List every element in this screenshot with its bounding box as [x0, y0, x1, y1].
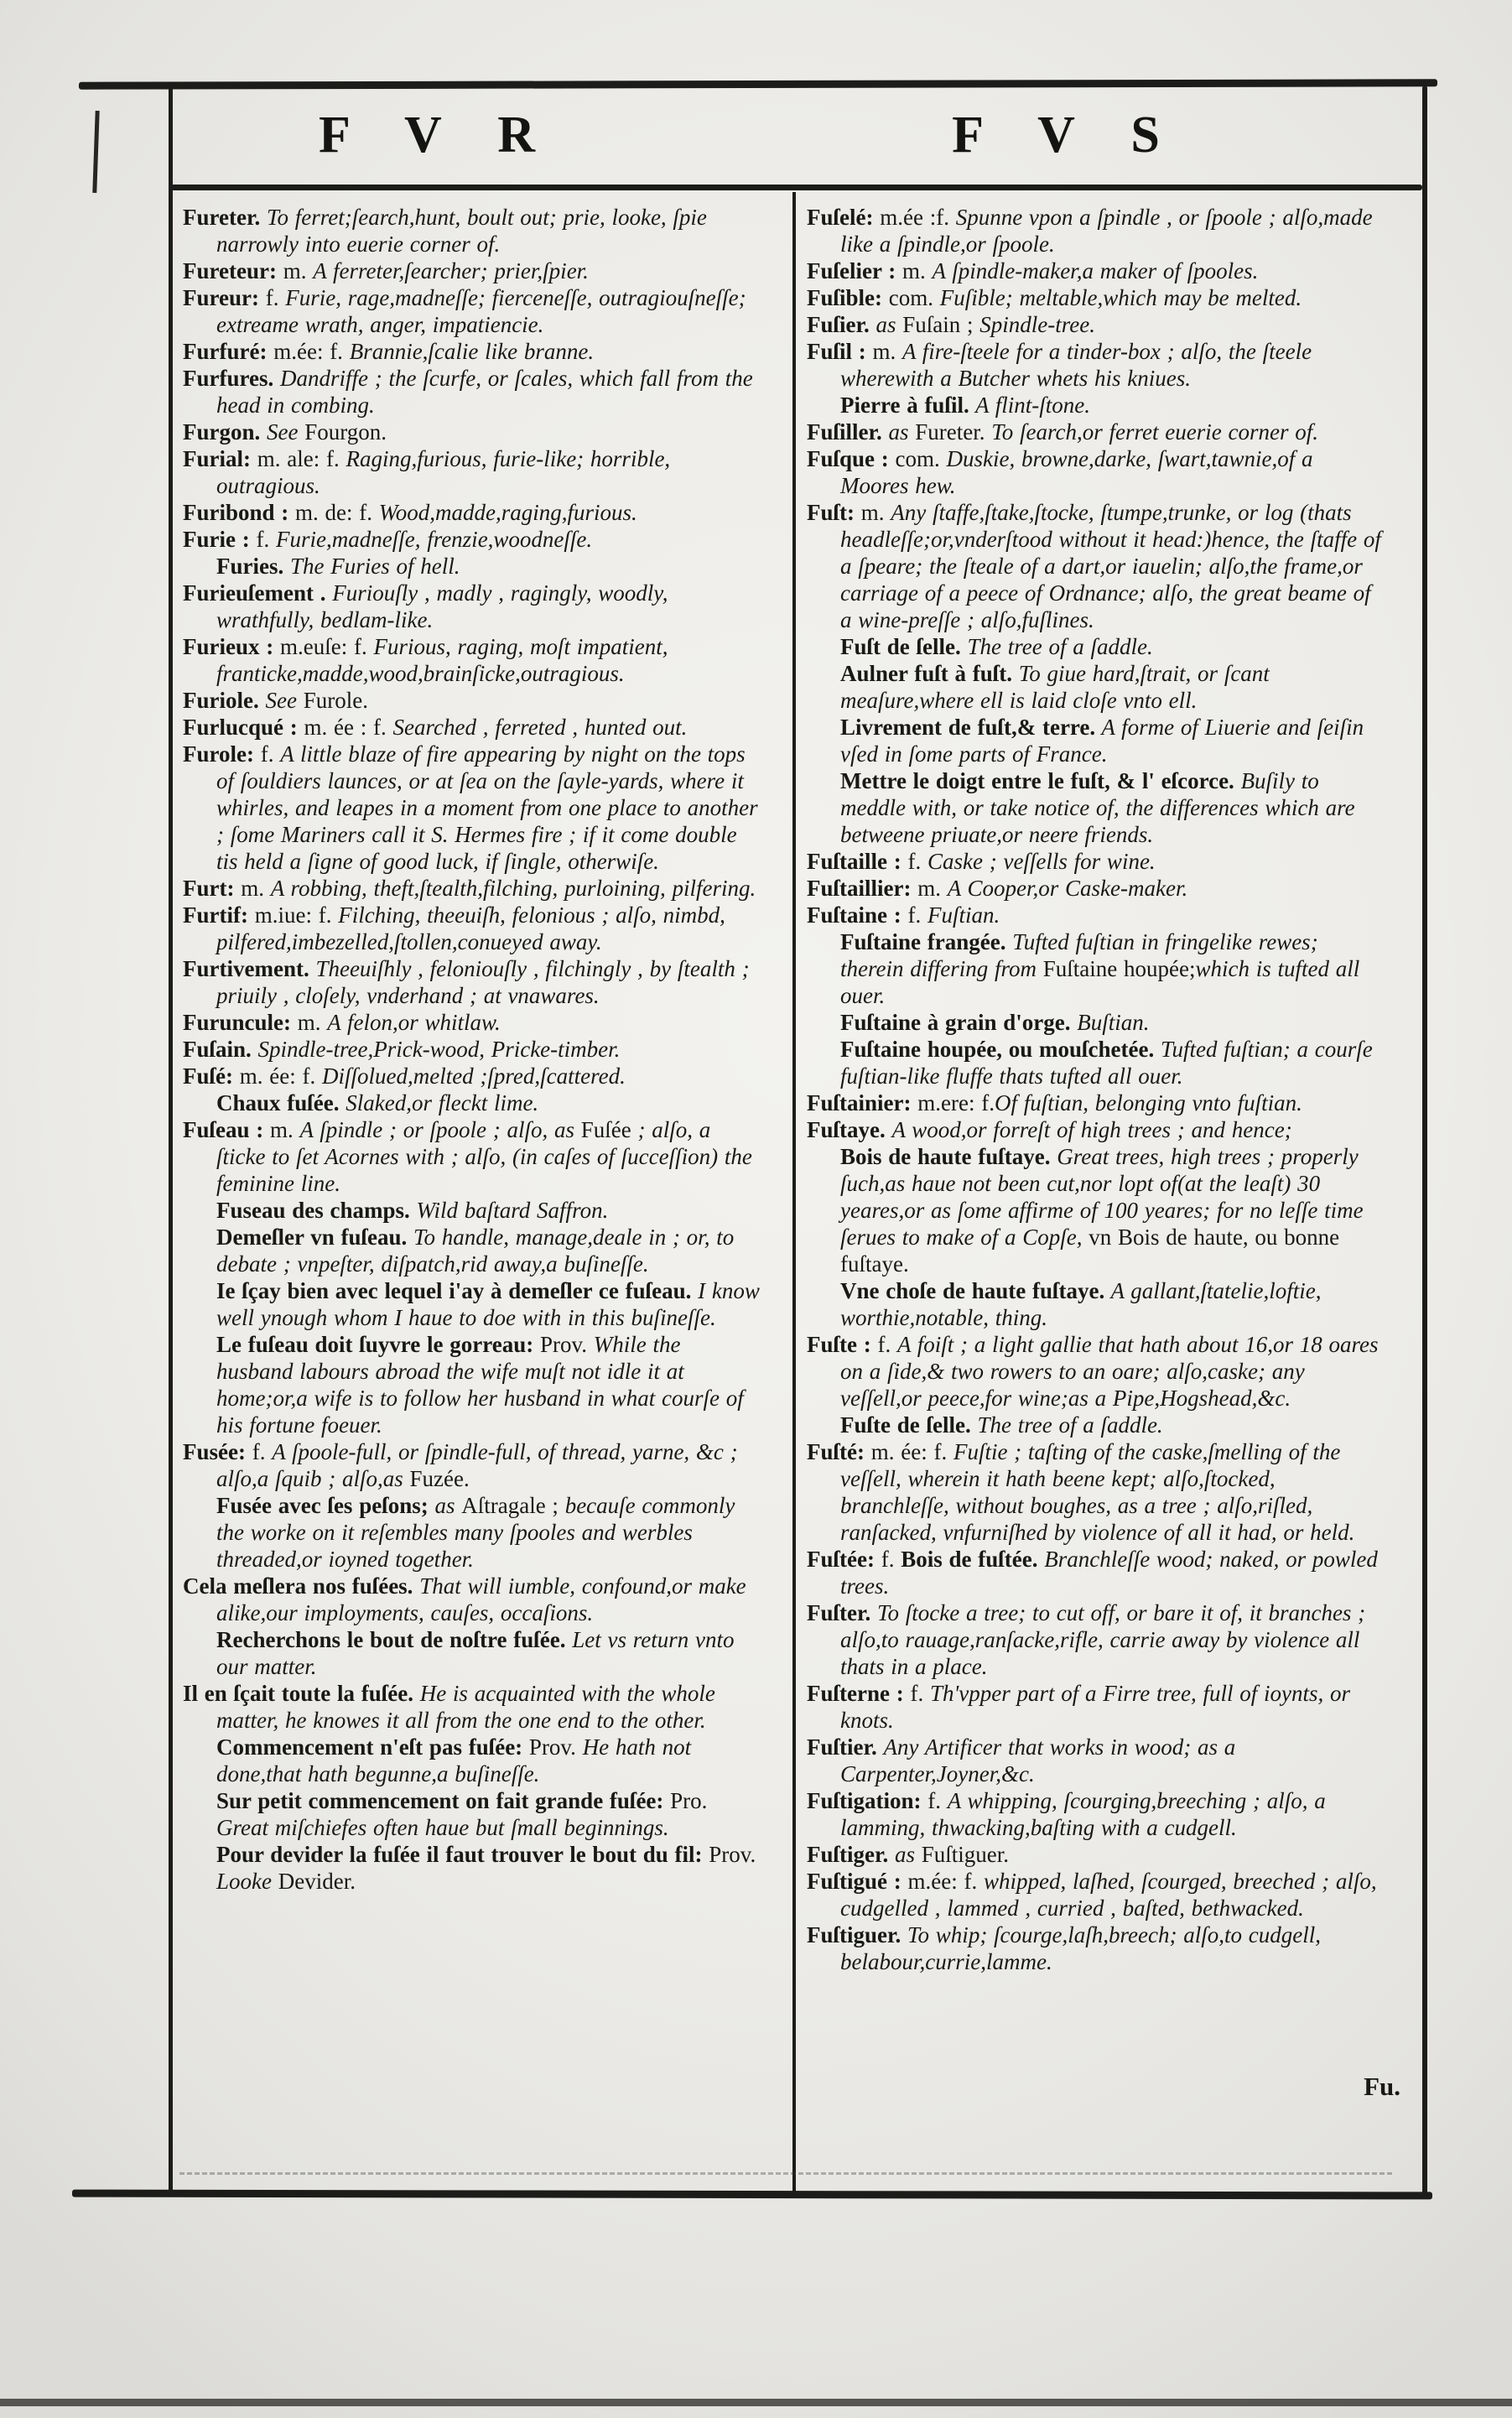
entry-text: f. — [253, 741, 281, 767]
entry-text: f. — [258, 285, 286, 310]
entry-text: I know well ynough whom I haue to doe with in this buſineſſe. — [216, 1278, 760, 1330]
entry-headword: Fuſil : — [807, 339, 866, 364]
dictionary-entry — [807, 257, 1387, 284]
entry-text: A robbing, theft,ſtealth,filching, purloining, pilfering. — [270, 876, 756, 901]
entry-headword: Il en ſçait toute la fuſée. — [183, 1681, 413, 1706]
dictionary-entry — [183, 1036, 760, 1063]
entry-text: See — [258, 688, 304, 713]
entry-text: com. — [882, 285, 940, 310]
dictionary-entry — [183, 1197, 760, 1224]
dictionary-entry — [183, 204, 760, 257]
dictionary-entry — [807, 1036, 1387, 1089]
entry-text: m. ale: f. — [251, 446, 346, 471]
entry-headword: Furie : — [183, 527, 250, 552]
entry-text: m.ée: f. — [267, 339, 350, 364]
entry-text: Searched , ferreted , hunted out. — [392, 715, 688, 740]
entry-headword: Cela meſlera nos fuſées. — [183, 1573, 413, 1599]
dictionary-entry — [807, 1331, 1387, 1412]
entry-text: Bois de fuſtée. — [901, 1547, 1045, 1572]
dictionary-entry — [183, 419, 760, 445]
entry-text: Fuſtiguer. — [921, 1842, 1010, 1867]
dictionary-entry — [183, 580, 760, 633]
dictionary-entry — [183, 1116, 760, 1197]
dictionary-entry — [807, 1412, 1387, 1438]
entry-text: Brannie,ſcalie like branne. — [349, 339, 595, 364]
dictionary-column-right — [807, 204, 1387, 1975]
entry-text: Dandriffe ; the ſcurfe, or ſcales, which fall from the head in combing. — [216, 366, 753, 418]
entry-headword: Fuſtiger. — [807, 1842, 895, 1867]
entry-text: Branchleſſe wood; naked, or powled trees. — [840, 1547, 1378, 1599]
entry-text: A ſpindle-maker,a maker of ſpooles. — [932, 258, 1259, 283]
entry-headword: Fuſier. — [807, 312, 870, 337]
dictionary-entry — [183, 1224, 760, 1277]
entry-headword: Furieuſement . — [183, 580, 326, 606]
dictionary-entry — [807, 1734, 1387, 1787]
entry-text: The Furies of hell. — [283, 554, 460, 579]
dictionary-entry — [807, 392, 1387, 419]
entry-text: Buſtian. — [1077, 1010, 1150, 1035]
dictionary-entry — [807, 1546, 1387, 1599]
entry-text: A whipping, ſcourging,breeching ; alſo, a lamming, thwacking,baſting with a cudgell. — [840, 1788, 1326, 1840]
dictionary-entry — [183, 499, 760, 526]
entry-headword: Fuſtaine : — [807, 902, 901, 928]
entry-text: A ſpoole-full, or ſpindle-full, of thread, yarne, &c ; alſo,a ſquib ; alſo,as — [216, 1439, 738, 1491]
entry-headword: Furibond : — [183, 500, 289, 525]
entry-text: m. — [865, 339, 903, 364]
entry-text: Fuſible; meltable,which may be melted. — [939, 285, 1302, 310]
dictionary-entry — [807, 633, 1387, 660]
dictionary-entry — [183, 1787, 760, 1841]
entry-text: Any ſtaffe,ſtake,ſtocke, ſtumpe,trunke, or log (thats headleſſe;or,vnderſtood without it head:)hence, the ſtaffe of a ſpeare; the ſteale of a dart,or iauelin; alſo,the frame,or carriage of a peece of Ordnance; alſo, the great beame of a wine-preſſe ; alſo,fuſlines. — [840, 500, 1381, 632]
dictionary-column-left — [183, 204, 760, 1895]
entry-headword: Furuncule: — [183, 1010, 292, 1035]
entry-headword: Fuſtainier: — [807, 1090, 912, 1115]
entry-text: Raging,furious, furie-like; horrible, outragious. — [216, 446, 671, 498]
dictionary-entry — [807, 338, 1387, 392]
entry-headword: Fuſter. — [807, 1600, 877, 1625]
entry-text: Diſſolued,melted ;ſpred,ſcattered. — [321, 1063, 626, 1089]
dictionary-entry — [183, 1680, 760, 1734]
dictionary-entry — [807, 660, 1387, 714]
entry-text: While the husband labours abroad the wife muſt not idle it at home;or,a wife is to follow her husband in what courſe of his fortune foeuer. — [216, 1332, 744, 1438]
entry-text: m.ée :f. — [873, 205, 956, 230]
entry-text: Devider. — [278, 1869, 356, 1894]
entry-text: See — [260, 419, 305, 445]
entry-text: He hath not done,that hath begunne,a buſineſſe. — [216, 1734, 692, 1786]
dictionary-entry — [183, 365, 760, 419]
entry-text: Tufted fuſtian; a courſe fuſtian-like fluffe thats tufted all ouer. — [840, 1037, 1373, 1089]
dictionary-entry — [807, 902, 1387, 928]
entry-text: Furie,madneſſe, frenzie,woodneſſe. — [275, 527, 593, 552]
entry-text: f. — [981, 1090, 995, 1115]
dictionary-entry — [807, 1868, 1387, 1921]
entry-headword: Sur petit commencement on fait grande fuſée: — [216, 1788, 671, 1813]
dictionary-entry — [183, 257, 760, 284]
entry-headword: Furgon. — [183, 419, 261, 445]
entry-text: Fourgon. — [304, 419, 387, 445]
entry-headword: Fuſterne : — [807, 1681, 904, 1706]
entry-text: m. — [291, 1010, 328, 1035]
entry-headword: Furies. — [216, 554, 284, 579]
dictionary-entry — [183, 338, 760, 365]
entry-text: m.ée: f. — [901, 1869, 984, 1894]
entry-headword: Fureur: — [183, 285, 259, 310]
entry-text: Slaked,or fleckt lime. — [339, 1090, 539, 1115]
entry-headword: Fuſtaine houpée, ou mouſchetée. — [840, 1037, 1161, 1062]
entry-text: Caske ; veſſells for wine. — [927, 849, 1156, 874]
entry-text: m. ée : f. — [297, 715, 393, 740]
entry-headword: Fuſible: — [807, 285, 883, 310]
entry-headword: Mettre le doigt entre le fuſt, & l' eſcorce. — [840, 768, 1234, 793]
entry-text: To ferret;ſearch,hunt, boult out; prie, looke, ſpie narrowly into euerie corner of. — [216, 205, 707, 257]
dictionary-entry — [807, 1143, 1387, 1277]
entry-text: To giue hard,ſtrait, or ſcant meaſure,where ell is laid cloſe vnto ell. — [840, 661, 1270, 713]
entry-text: A Cooper,or Caske-maker. — [947, 876, 1188, 901]
entry-headword: Commencement n'eſt pas fuſée: — [216, 1734, 529, 1760]
entry-headword: Fuseau des champs. — [216, 1198, 410, 1223]
dictionary-entry — [807, 714, 1387, 767]
running-head-left: F V R — [318, 107, 558, 164]
entry-text: Great trees, high trees ; properly ſuch,as haue not been cut,nor lopt of(at the leaſt) 30 yeares,or as ſome affirme of 100 yeares; for no leſſe time ſerues to make of a Copſe, — [840, 1144, 1364, 1250]
entry-text: Great miſchiefes often haue but ſmall beginnings. — [216, 1815, 669, 1840]
entry-headword: Furfuré: — [183, 339, 268, 364]
entry-text: as — [895, 1842, 922, 1867]
entry-headword: Fusée avec ſes peſons; — [216, 1493, 429, 1518]
entry-headword: Fuſé: — [183, 1063, 233, 1089]
dictionary-entry — [807, 1277, 1387, 1331]
entry-text: To whip; ſcourge,laſh,breech; alſo,to cudgell, belabour,currie,lamme. — [840, 1922, 1321, 1974]
entry-headword: Vne choſe de haute fuſtaye. — [840, 1278, 1105, 1303]
show-through-dashes — [179, 2172, 1392, 2175]
entry-headword: Pour devider la fuſée il faut trouver le bout du fil: — [216, 1842, 709, 1867]
entry-text: Furie, rage,madneſſe; fierceneſſe, outragiouſneſſe; extreame wrath, anger, impatiencie. — [216, 285, 746, 337]
header-divider-rule — [171, 185, 1422, 190]
dictionary-entry — [807, 767, 1387, 848]
entry-headword: Fuſeau : — [183, 1117, 264, 1142]
dictionary-entry — [807, 1116, 1387, 1143]
entry-text: m.iue: f. — [247, 902, 339, 928]
entry-headword: Furfures. — [183, 366, 274, 391]
entry-text: Let vs return vnto our matter. — [216, 1627, 735, 1679]
dictionary-entry — [807, 1599, 1387, 1680]
entry-headword: Fuſtaine à grain d'orge. — [840, 1010, 1078, 1035]
entry-headword: Furtivement. — [183, 956, 309, 981]
dictionary-entry — [807, 1089, 1387, 1116]
entry-text: Duskie, browne,darke, ſwart,tawnie,of a Moores hew. — [840, 446, 1313, 498]
entry-text: Fuſtian. — [927, 902, 1000, 928]
entry-text: m. — [911, 876, 948, 901]
dictionary-entry — [183, 445, 760, 499]
entry-text: To ſearch,or ferret euerie corner of. — [991, 419, 1318, 445]
entry-text: Wild baſtard Saffron. — [409, 1198, 609, 1223]
entry-headword: Fuſtaye. — [807, 1117, 892, 1142]
entry-text: To ſtocke a tree; to cut off, or bare it of, it branches ; alſo,to rauage,ranſacke,rifle, carrie away by violence all thats in a place. — [840, 1600, 1366, 1679]
dictionary-entry — [183, 1841, 760, 1895]
entry-text: as — [869, 312, 903, 337]
entry-text: f. — [874, 1547, 901, 1572]
entry-headword: Chaux fuſée. — [216, 1090, 340, 1115]
entry-text: Furious, raging, moſt impatient, franticke,madde,wood,brainſicke,outragious. — [216, 634, 668, 686]
entry-headword: Furiole. — [183, 688, 259, 713]
entry-headword: Fuſte : — [807, 1332, 871, 1357]
entry-text: f. — [245, 1439, 273, 1464]
entry-headword: Demeſler vn fuſeau. — [216, 1225, 408, 1250]
entry-text: Fuſée — [580, 1117, 631, 1142]
entry-text: f. — [927, 1788, 948, 1813]
entry-text: f. — [870, 1332, 897, 1357]
right-border-rule — [1422, 86, 1427, 2194]
dictionary-entry — [183, 741, 760, 875]
entry-text: A foiſt ; a light gallie that hath about 16,or 18 oares on a ſide,& two rowers to an oare; alſo,caske; any veſſell,or peece,for wine;as a Pipe,Hogshead,&c. — [840, 1332, 1379, 1411]
entry-text: as — [881, 419, 916, 445]
entry-text: A ferreter,ſearcher; prier,ſpier. — [313, 258, 589, 283]
dictionary-entry — [807, 1009, 1387, 1036]
entry-text: The tree of a ſaddle. — [977, 1412, 1163, 1438]
entry-headword: Fusée: — [183, 1439, 246, 1464]
dictionary-entry — [183, 1331, 760, 1438]
entry-headword: Fuſtigation: — [807, 1788, 928, 1813]
entry-headword: Pierre à fuſil. — [840, 393, 969, 418]
entry-headword: Furole: — [183, 741, 254, 767]
entry-headword: Fuſtiguer. — [807, 1922, 901, 1947]
entry-text: f. — [249, 527, 276, 552]
dictionary-entry — [183, 553, 760, 580]
dictionary-entry — [183, 1573, 760, 1626]
entry-headword: Fuſté: — [807, 1439, 865, 1464]
entry-headword: Fureter. — [183, 205, 261, 230]
entry-text: Tufted fuſtian in fringelike rewes; therein differing from — [840, 929, 1318, 981]
dictionary-entry — [183, 1063, 760, 1089]
entry-headword: Fuſtigué : — [807, 1869, 901, 1894]
dictionary-entry — [807, 1438, 1387, 1546]
entry-headword: Livrement de fuſt,& terre. — [840, 715, 1096, 740]
dictionary-entry — [807, 311, 1387, 338]
entry-text: becauſe commonly the worke on it reſembles many ſpooles and werbles threaded,or ioyned together. — [216, 1493, 735, 1572]
entry-headword: Bois de haute fuſtaye. — [840, 1144, 1057, 1169]
entry-headword: Fuſtée: — [807, 1547, 875, 1572]
dictionary-entry — [183, 1438, 760, 1492]
entry-text: Fuſain ; — [902, 312, 980, 337]
dictionary-entry — [807, 848, 1387, 875]
dictionary-entry — [183, 714, 760, 741]
entry-text: ; alſo, a ſticke to ſet Acornes with ; alſo, (in caſes of ſucceſſion) the feminine line. — [216, 1117, 752, 1196]
entry-text: f. — [901, 849, 927, 874]
entry-text: m. — [234, 876, 271, 901]
entry-text: Prov. — [709, 1842, 756, 1867]
entry-text: Fuſtie ; taſting of the caske,ſmelling of the veſſell, wherein it hath beene kept; alſo,ſtocked, branchleſſe, without boughes, as a tree ; alſo,riſled, ranſacked, vnfurniſhed by violence of all it had, or held. — [840, 1439, 1355, 1545]
entry-text: vn Bois de haute, ou bonne fuſtaye. — [840, 1225, 1340, 1277]
entry-text: Looke — [216, 1869, 278, 1894]
entry-headword: Fuſt de ſelle. — [840, 634, 961, 659]
entry-text: m.euſe: f. — [273, 634, 374, 659]
entry-headword: Recherchons le bout de noſtre fuſée. — [216, 1627, 566, 1652]
dictionary-entry — [807, 928, 1387, 1009]
dictionary-entry — [183, 1009, 760, 1036]
entry-text: Th'vpper part of a Firre tree, full of ioynts, or knots. — [840, 1681, 1350, 1733]
entry-headword: Furieux : — [183, 634, 274, 659]
entry-headword: Aulner fuſt à fuſt. — [840, 661, 1013, 686]
entry-text: A felon,or whitlaw. — [327, 1010, 501, 1035]
entry-text: m. de: f. — [288, 500, 379, 525]
dictionary-entry — [807, 445, 1387, 499]
column-divider-rule — [792, 192, 796, 2192]
entry-text: Pro. — [670, 1788, 708, 1813]
entry-text: A gallant,ſtatelie,loftie, worthie,notable, thing. — [840, 1278, 1322, 1330]
entry-text: Spindle-tree,Prick-wood, Pricke-timber. — [251, 1037, 621, 1062]
entry-text: A ſpindle ; or ſpoole ; alſo, as — [299, 1117, 581, 1142]
entry-text: f. — [903, 1681, 930, 1706]
page-edge-shadow — [0, 2399, 1512, 2406]
dictionary-entry — [183, 633, 760, 687]
entry-text: Prov. — [528, 1734, 583, 1760]
entry-headword: Fuſt: — [807, 500, 855, 525]
entry-text: Furole. — [303, 688, 368, 713]
dictionary-entry — [807, 1841, 1387, 1868]
dictionary-entry — [183, 1089, 760, 1116]
bottom-border-rule — [72, 2190, 1432, 2200]
entry-text: A wood,or forreſt of high trees ; and hence; — [891, 1117, 1292, 1142]
dictionary-entry — [183, 875, 760, 902]
entry-headword: Fuſiller. — [807, 419, 882, 445]
entry-text: Aſtragale ; — [461, 1493, 559, 1518]
entry-headword: Le fuſeau doit ſuyvre le gorreau: — [216, 1332, 540, 1357]
entry-text: m. — [276, 258, 314, 283]
entry-text: Filching, theeuiſh, felonious ; alſo, nimbd, pilfered,imbezelled,ſtollen,conueyed away. — [216, 902, 725, 954]
dictionary-entry — [807, 204, 1387, 257]
entry-text: Fuzée. — [409, 1466, 470, 1491]
dictionary-entry — [183, 1492, 760, 1573]
top-border-rule — [79, 79, 1437, 89]
entry-text: Prov. — [539, 1332, 594, 1357]
entry-headword: Fuſain. — [183, 1037, 252, 1062]
entry-text: The tree of a ſaddle. — [960, 634, 1153, 659]
entry-text: To handle, manage,deale in ; or, to debate ; vnpeſter, diſpatch,rid away,a buſineſſe. — [216, 1225, 735, 1277]
entry-headword: Fuſelé: — [807, 205, 874, 230]
entry-text: as — [428, 1493, 462, 1518]
entry-text: m. ée: f. — [864, 1439, 953, 1464]
entry-headword: Furial: — [183, 446, 251, 471]
entry-text: f. — [901, 902, 927, 928]
entry-text: Theeuiſhly , feloniouſly , filchingly , by ſtealth ; priuily , cloſely, vnderhand ; at vnawares. — [216, 956, 750, 1008]
entry-headword: Fuſtier. — [807, 1734, 884, 1760]
entry-text: Furiouſly , madly , ragingly, woodly, wrathfully, bedlam-like. — [216, 580, 668, 632]
entry-text: Buſily to meddle with, or take notice of, the differences which are betweene priuate,or neere friends. — [840, 768, 1355, 847]
entry-headword: Fureteur: — [183, 258, 277, 283]
entry-text: Spindle-tree. — [979, 312, 1095, 337]
entry-text: Spunne vpon a ſpindle , or ſpoole ; alſo,made like a ſpindle,or ſpoole. — [840, 205, 1373, 257]
entry-text: m. ée: f. — [233, 1063, 322, 1089]
entry-headword: Fuſque : — [807, 446, 889, 471]
entry-headword: Furt: — [183, 876, 235, 901]
dictionary-entry — [183, 687, 760, 714]
dictionary-entry — [807, 419, 1387, 445]
entry-text: m. — [263, 1117, 300, 1142]
left-border-rule — [169, 86, 173, 2194]
entry-text: m. — [855, 500, 891, 525]
entry-text: m. — [896, 258, 933, 283]
dictionary-entry — [183, 1734, 760, 1787]
dictionary-entry — [183, 902, 760, 955]
dictionary-entry — [807, 1921, 1387, 1975]
entry-headword: Fuſtaine frangée. — [840, 929, 1006, 954]
entry-text: Fuſtaine houpée; — [1042, 956, 1196, 981]
entry-text: That will iumble, confound,or make alike,our imployments, cauſes, occaſions. — [216, 1573, 746, 1625]
dictionary-entry — [807, 499, 1387, 633]
entry-headword: Ie ſçay bien avec lequel i'ay à demeſler ce fuſeau. — [216, 1278, 692, 1303]
entry-text: A forme of Liuerie and ſeiſin vſed in ſome parts of France. — [840, 715, 1364, 767]
entry-text: Any Artificer that works in wood; as a Carpenter,Joyner,&c. — [840, 1734, 1236, 1786]
dictionary-entry — [807, 1787, 1387, 1841]
entry-headword: Fuſelier : — [807, 258, 896, 283]
entry-text: Wood,madde,raging,furious. — [378, 500, 637, 525]
dictionary-entry — [183, 955, 760, 1009]
margin-mark — [92, 111, 99, 193]
entry-text: com. — [888, 446, 947, 471]
entry-text: A fire-ſteele for a tinder-box ; alſo, the ſteele wherewith a Butcher whets his kniues. — [840, 339, 1312, 391]
dictionary-entry — [183, 1626, 760, 1680]
entry-text: Of fuſtian, belonging vnto fuſtian. — [994, 1090, 1302, 1115]
entry-headword: Furtif: — [183, 902, 248, 928]
running-head-right: F V S — [952, 107, 1182, 164]
entry-text: A flint-ſtone. — [969, 393, 1090, 418]
entry-headword: Fuſtaillier: — [807, 876, 912, 901]
entry-text: m.ere: — [911, 1090, 982, 1115]
entry-text: whipped, laſhed, ſcourged, breeched ; alſo, cudgelled , lammed , curried , baſted, bethwacked. — [840, 1869, 1377, 1921]
dictionary-entry — [807, 284, 1387, 311]
entry-headword: Fuſte de ſelle. — [840, 1412, 978, 1438]
dictionary-entry — [183, 1277, 760, 1331]
dictionary-entry — [807, 1680, 1387, 1734]
entry-text: Fureter. — [915, 419, 992, 445]
entry-headword: Furlucqué : — [183, 715, 298, 740]
entry-text: A little blaze of fire appearing by night on the tops of ſouldiers launces, or at ſea on the ſayle-yards, where it whirles, and leapes in a moment from one place to another ; ſome Mariners call it S. Hermes fire ; if it come double tis held a ſigne of good luck, if ſingle, otherwiſe. — [216, 741, 758, 874]
dictionary-entry — [183, 284, 760, 338]
catchword: Fu. — [1364, 2072, 1400, 2101]
dictionary-entry — [183, 526, 760, 553]
entry-headword: Fuſtaille : — [807, 849, 901, 874]
entry-text: which is tufted all ouer. — [840, 956, 1360, 1008]
dictionary-entry — [807, 875, 1387, 902]
entry-text: He is acquainted with the whole matter, he knowes it all from the one end to the other. — [216, 1681, 715, 1733]
